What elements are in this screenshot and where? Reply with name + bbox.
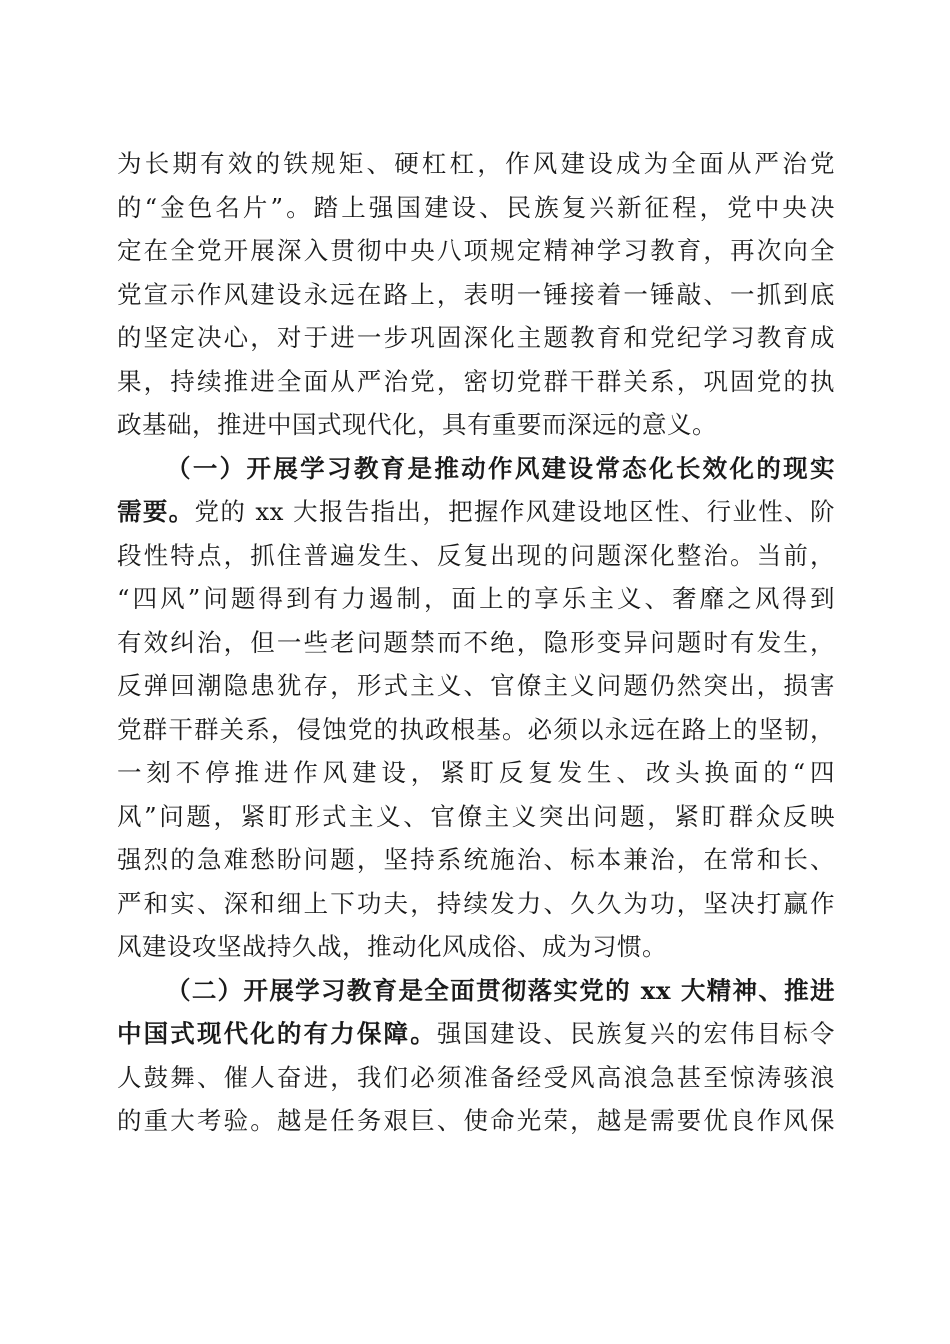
body-text: 反弹回潮隐患犹存，形式主义、官僚主义问题仍然突出，损害 (117, 671, 835, 700)
body-text: 强国建设、民族复兴的宏伟目标令 (436, 1019, 836, 1048)
body-text: 人鼓舞、催人奋进，我们必须准备经受风高浪急甚至惊涛骇浪 (117, 1062, 835, 1092)
body-text: 的“金色名片”。踏上强国建设、民族复兴新征程，党中央决 (117, 192, 835, 222)
text-line (117, 838, 835, 882)
text-line (117, 577, 835, 621)
paragraph-p-section-1 (117, 447, 835, 969)
paragraph-p-section-2 (117, 969, 835, 1143)
document-body (117, 142, 835, 1143)
text-line (117, 664, 835, 708)
text-line (117, 142, 835, 186)
body-text: 段性特点，抓住普遍发生、反复出现的问题深化整治。当前， (117, 540, 835, 570)
body-text: 党宣示作风建设永远在路上，表明一锤接着一锤敲、一抓到底 (117, 279, 835, 309)
bold-heading-text: （二）开展学习教育是全面贯彻落实党的 xx 大精神、推进 (166, 975, 835, 1005)
body-text: 果，持续推进全面从严治党，密切党群干群关系，巩固党的执 (117, 366, 835, 396)
body-text: 定在全党开展深入贯彻中央八项规定精神学习教育，再次向全 (117, 236, 835, 265)
text-line (117, 403, 835, 447)
bold-heading-text: 需要。 (117, 497, 195, 526)
bold-heading-text: （一）开展学习教育是推动作风建设常态化长效化的现实 (166, 453, 835, 483)
body-text: 风”问题，紧盯形式主义、官僚主义突出问题，紧盯群众反映 (117, 801, 835, 831)
body-text: 一刻不停推进作风建设，紧盯反复发生、改头换面的“四 (117, 758, 835, 787)
body-text: 风建设攻坚战持久战，推动化风成俗、成为习惯。 (117, 932, 667, 961)
text-line (117, 1099, 835, 1143)
text-line (117, 273, 835, 317)
text-line (117, 316, 835, 360)
text-line (117, 751, 835, 795)
body-text: 严和实、深和细上下功夫，持续发力、久久为功，坚决打赢作 (117, 888, 835, 918)
paragraph-p-intro (117, 142, 835, 447)
text-line (117, 925, 835, 969)
text-line (117, 186, 835, 230)
body-text: 党群干群关系，侵蚀党的执政根基。必须以永远在路上的坚韧， (117, 714, 835, 744)
body-text: 为长期有效的铁规矩、硬杠杠，作风建设成为全面从严治党 (117, 149, 835, 178)
body-text: 的坚定决心，对于进一步巩固深化主题教育和党纪学习教育成 (117, 323, 835, 352)
body-text: 的重大考验。越是任务艰巨、使命光荣，越是需要优良作风保 (117, 1106, 835, 1135)
text-line (117, 795, 835, 839)
text-line (117, 708, 835, 752)
text-line (117, 1012, 835, 1056)
body-text: 党的 xx 大报告指出，把握作风建设地区性、行业性、阶 (194, 497, 835, 526)
text-line (117, 621, 835, 665)
text-line (117, 882, 835, 926)
text-line (117, 1056, 835, 1100)
text-line (117, 447, 835, 491)
bold-heading-text: 中国式现代化的有力保障。 (117, 1019, 437, 1048)
text-line (117, 490, 835, 534)
body-text: “四风”问题得到有力遏制，面上的享乐主义、奢靡之风得到 (117, 584, 835, 613)
text-line (117, 969, 835, 1013)
text-line (117, 360, 835, 404)
text-line (117, 229, 835, 273)
body-text: 政基础，推进中国式现代化，具有重要而深远的意义。 (117, 410, 717, 439)
body-text: 有效纠治，但一些老问题禁而不绝，隐形变异问题时有发生， (117, 627, 835, 657)
body-text: 强烈的急难愁盼问题，坚持系统施治、标本兼治，在常和长、 (117, 845, 835, 874)
text-line (117, 534, 835, 578)
